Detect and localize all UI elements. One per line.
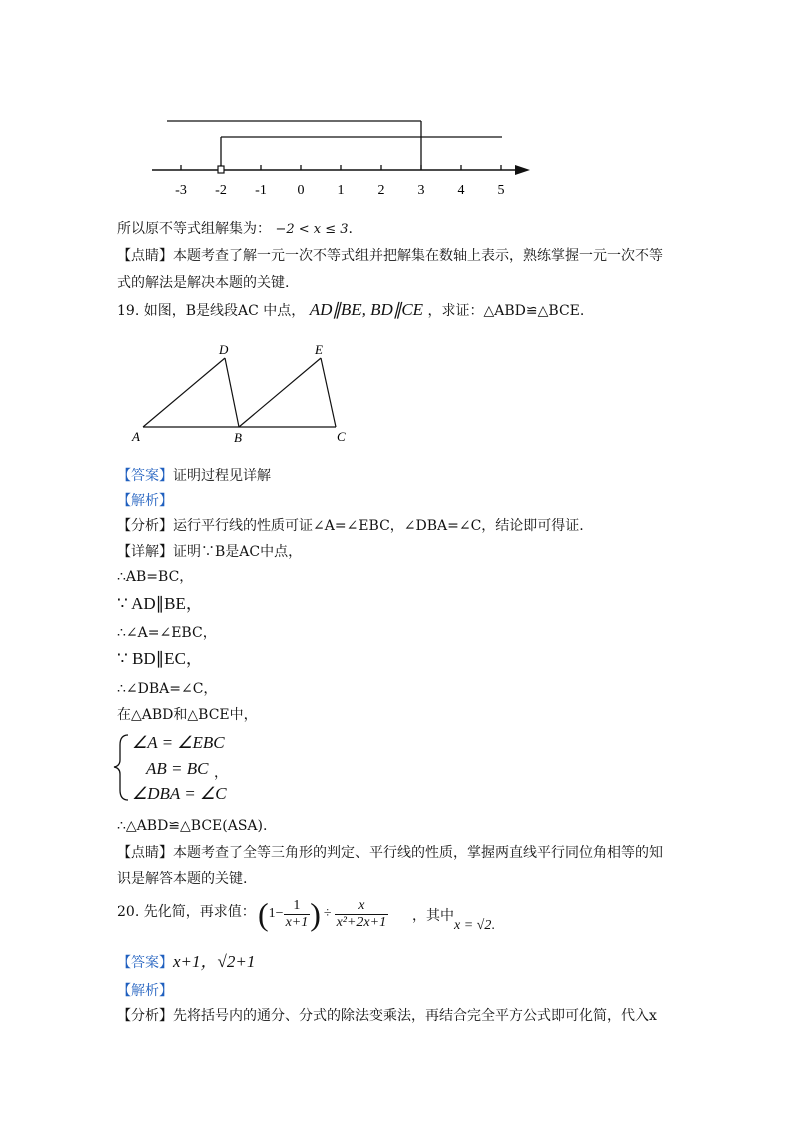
label-D: D xyxy=(219,342,229,357)
q20-end: . xyxy=(491,918,495,933)
tick-label: 4 xyxy=(457,183,465,198)
step-5: ∴∠DBA=∠C， xyxy=(117,681,218,697)
answer-tag-20: 【答案】 xyxy=(117,955,173,971)
remark-text-19a: 本题考查了全等三角形的判定、平行线的性质，掌握两直线平行同位角相等的知 xyxy=(173,845,663,861)
detail-tag: 【详解】 xyxy=(117,544,173,560)
q20-tail xyxy=(412,906,454,926)
tick-label: 1 xyxy=(337,183,345,198)
tick-label: 5 xyxy=(497,183,505,198)
solution-text: 所以原不等式组解集为： xyxy=(117,221,271,237)
paren-right: ) xyxy=(310,896,321,932)
remark-text-1: 本题考查了解一元一次不等式组并把解集在数轴上表示，熟练掌握一元一次不等 xyxy=(173,248,663,264)
answer-text-19: 证明过程见详解 xyxy=(173,468,271,484)
fraction-2 xyxy=(335,898,389,931)
fraction-1-denominator: x+1 xyxy=(285,914,309,930)
step-1: ∴AB=BC， xyxy=(117,569,194,585)
step-2: ∵ AD∥BE， xyxy=(117,594,203,613)
q19-text-b: ，求证：△ABD≌△BCE. xyxy=(427,303,585,319)
q20-x-value xyxy=(454,916,495,936)
analysis-tag-line-20 xyxy=(117,981,173,1001)
answer-20 xyxy=(117,952,255,973)
fraction-2-denominator: x²+2x+1 xyxy=(336,914,387,930)
system-comma: ， xyxy=(214,765,228,781)
analysis-tag-20: 【解析】 xyxy=(117,983,173,999)
analysis-tag-fx: 【分析】 xyxy=(117,518,173,534)
label-C: C xyxy=(337,429,346,444)
tick-label: 2 xyxy=(377,183,385,198)
q20-number: 20. xyxy=(117,904,140,920)
answer-text-20: x+1，√2+1 xyxy=(173,952,256,971)
q20-formula xyxy=(258,894,388,934)
q20-text-a: 先化简，再求值： xyxy=(143,904,256,920)
question-20 xyxy=(117,902,256,922)
system-line-1: ∠A = ∠EBC xyxy=(132,733,225,752)
analysis-text-19: 运行平行线的性质可证∠A=∠EBC，∠DBA=∠C，结论即可得证. xyxy=(173,518,584,534)
q19-text-a: 如图，B是线段AC 中点， xyxy=(143,303,306,319)
fraction-1-numerator: 1 xyxy=(284,898,311,915)
step-6: 在△ABD和△BCE中， xyxy=(117,707,258,723)
q20-text-b: ，其中 xyxy=(412,908,454,924)
remark-19-line-1 xyxy=(117,843,663,863)
detail-text-19: 证明∵B是AC中点， xyxy=(173,544,303,560)
system-line-3: ∠DBA = ∠C xyxy=(132,784,227,803)
label-E: E xyxy=(315,342,323,357)
system-line-2: AB = BC xyxy=(146,759,209,778)
formula-one-minus: 1− xyxy=(268,906,284,921)
fraction-2-numerator: x xyxy=(335,898,389,915)
label-B: B xyxy=(234,430,242,445)
remark-tag: 【点睛】 xyxy=(117,248,173,264)
step-4: ∵ BD∥EC， xyxy=(117,649,203,668)
remark-19-line-2: 识是解答本题的关键. xyxy=(117,871,248,887)
formula-divide: ÷ xyxy=(323,906,332,921)
q20-x-math: x = √2 xyxy=(454,918,492,933)
analysis-20 xyxy=(117,1006,657,1026)
fraction-1 xyxy=(284,898,311,931)
q19-number: 19. xyxy=(117,303,140,319)
solution-math: −2 < x ≤ 3 xyxy=(275,222,349,237)
tick-label: -3 xyxy=(175,183,187,198)
analysis-text-20: 先将括号内的通分、分式的除法变乘法，再结合完全平方公式即可化简，代入x xyxy=(173,1008,657,1024)
period: . xyxy=(348,221,353,237)
remark-tag-19: 【点睛】 xyxy=(117,845,173,861)
tick-label: 3 xyxy=(417,183,425,198)
analysis-tag-19: 【解析】 xyxy=(117,493,173,509)
tick-label: -1 xyxy=(255,183,267,198)
analysis-tag-fx-20: 【分析】 xyxy=(117,1008,173,1024)
answer-tag-19: 【答案】 xyxy=(117,468,173,484)
remark-text-2: 式的解法是解决本题的关键. xyxy=(117,275,290,291)
label-A: A xyxy=(132,429,140,444)
paren-left: ( xyxy=(258,896,269,932)
step-3: ∴∠A=∠EBC， xyxy=(117,625,217,641)
conclusion-19: ∴△ABD≌△BCE(ASA). xyxy=(117,818,268,834)
tick-label: 0 xyxy=(297,183,305,198)
q19-math: AD∥BE, BD∥CE xyxy=(309,300,424,319)
tick-label: -2 xyxy=(215,183,227,198)
